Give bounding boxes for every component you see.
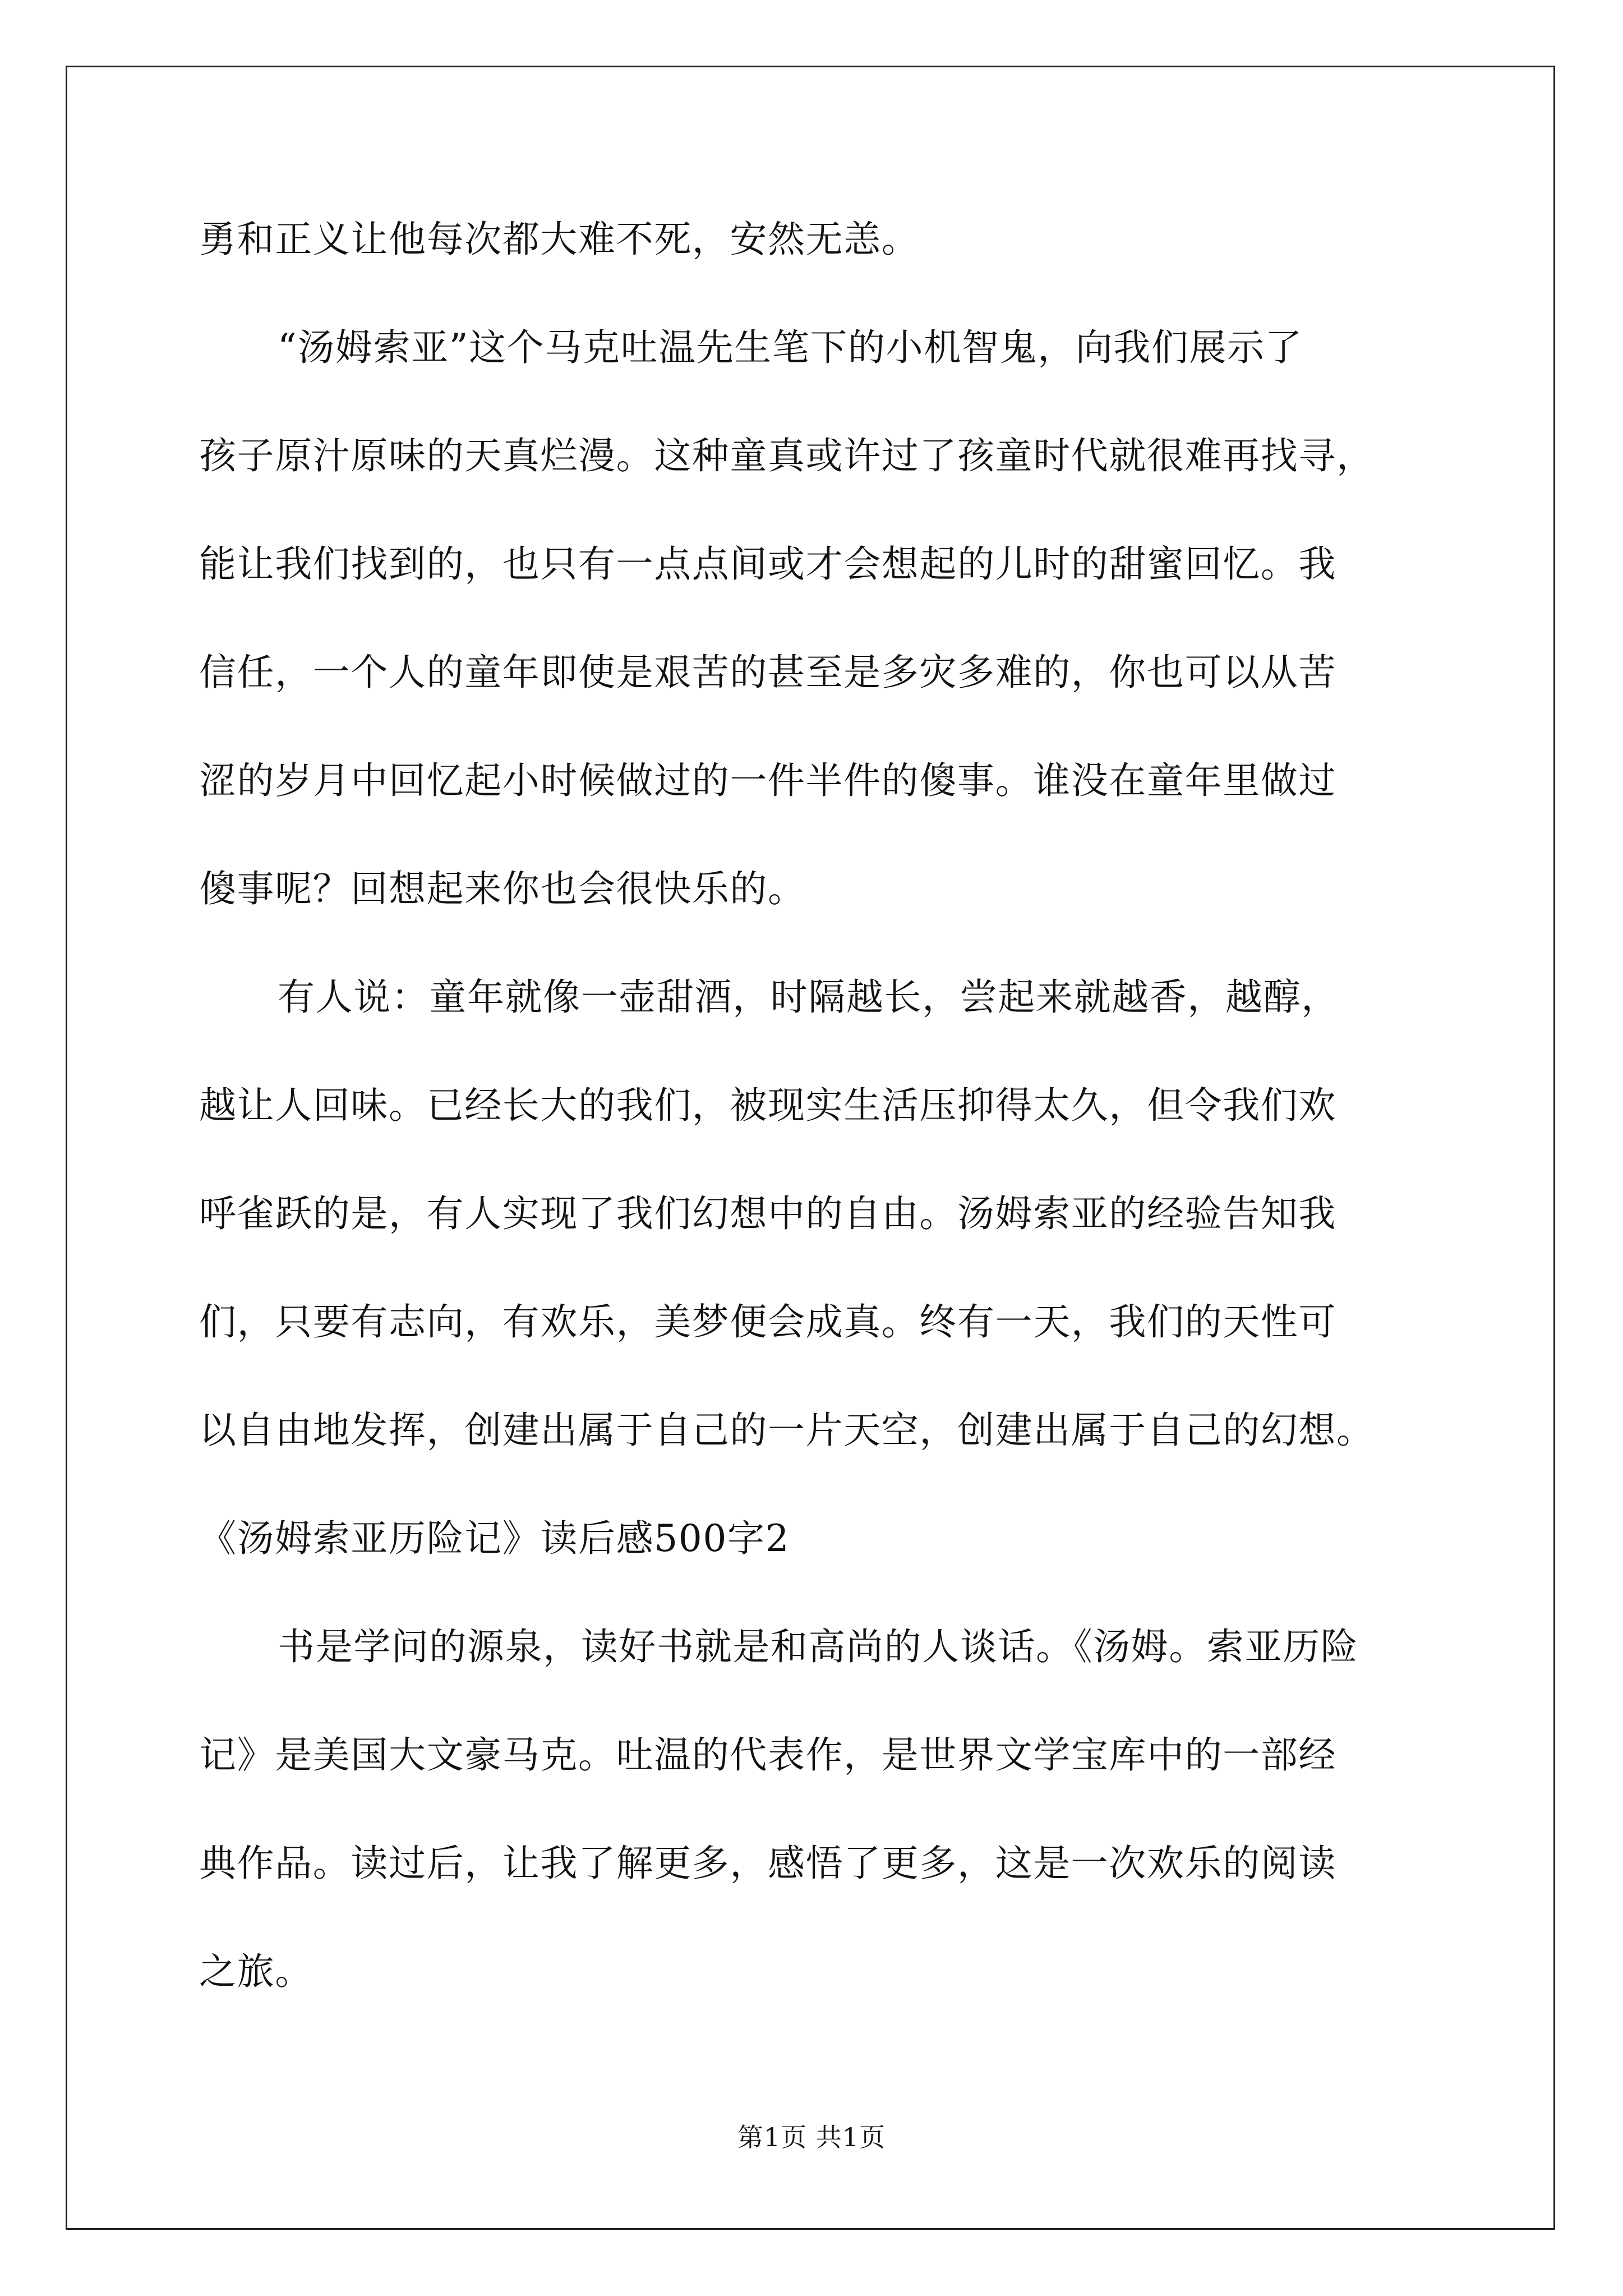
text-line: 记》是美国大文豪马克。吐温的代表作，是世界文学宝库中的一部经 (199, 1733, 1336, 1777)
text-line: 傻事呢？回想起来你也会很快乐的。 (199, 867, 806, 910)
text-line: 书是学问的源泉，读好书就是和高尚的人谈话。《汤姆。索亚历险 (278, 1625, 1359, 1668)
text-line: 之旅。 (199, 1950, 313, 1993)
page-number-footer: 第1页 共1页 (737, 2122, 886, 2152)
text-line: 勇和正义让他每次都大难不死，安然无恙。 (199, 218, 920, 261)
section-heading: 《汤姆索亚历险记》读后感500字2 (199, 1517, 790, 1560)
text-line: 涩的岁月中回忆起小时候做过的一件半件的傻事。谁没在童年里做过 (199, 759, 1336, 802)
text-line: 有人说：童年就像一壶甜酒，时隔越长，尝起来就越香，越醇， (278, 976, 1339, 1019)
text-line: 孩子原汁原味的天真烂漫。这种童真或许过了孩童时代就很难再找寻， (199, 434, 1375, 477)
text-line: 越让人回味。已经长大的我们，被现实生活压抑得太久，但令我们欢 (199, 1084, 1336, 1127)
text-line: 们，只要有志向，有欢乐，美梦便会成真。终有一天，我们的天性可 (199, 1300, 1336, 1343)
text-line: 呼雀跃的是，有人实现了我们幻想中的自由。汤姆索亚的经验告知我 (199, 1192, 1336, 1235)
text-line: 信任，一个人的童年即使是艰苦的甚至是多灾多难的，你也可以从苦 (199, 651, 1336, 694)
text-line: 能让我们找到的，也只有一点点间或才会想起的儿时的甜蜜回忆。我 (199, 542, 1336, 586)
text-line: 典作品。读过后，让我了解更多，感悟了更多，这是一次欢乐的阅读 (199, 1842, 1336, 1885)
text-line: 以自由地发挥，创建出属于自己的一片天空，创建出属于自己的幻想。 (199, 1409, 1375, 1452)
page-border (66, 66, 1555, 2230)
text-line: “汤姆索亚”这个马克吐温先生笔下的小机智鬼，向我们展示了 (278, 326, 1303, 369)
